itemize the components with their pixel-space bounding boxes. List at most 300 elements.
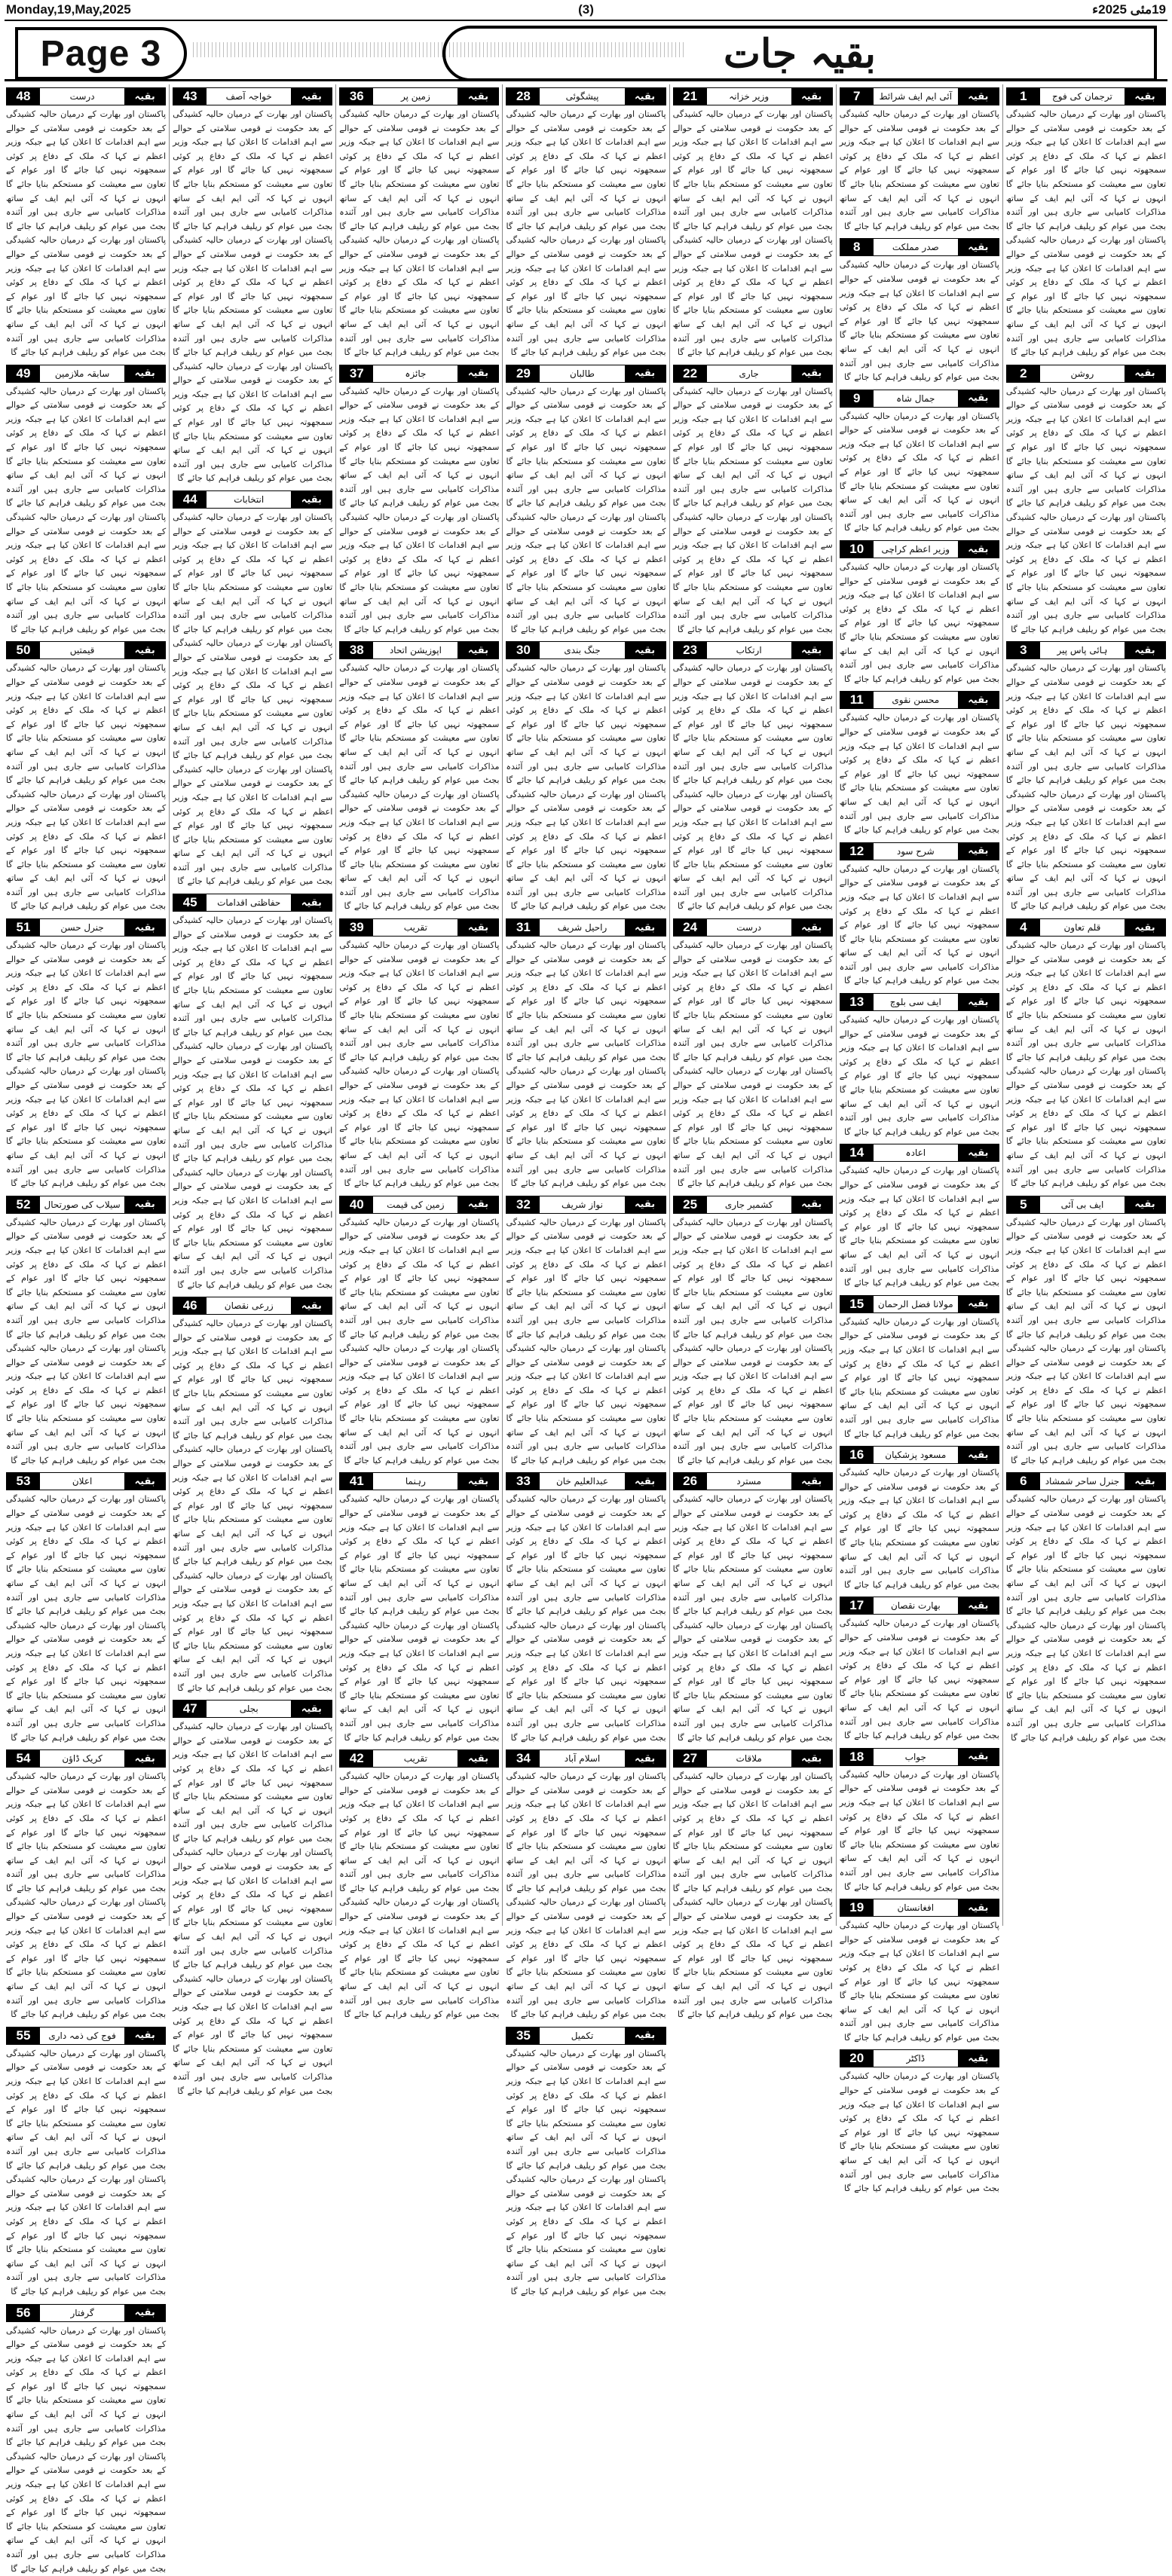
section-header xyxy=(840,1748,999,1766)
section-caption: خواجہ آصف xyxy=(207,88,291,105)
section-header xyxy=(506,87,666,105)
section-caption: افغانستان xyxy=(874,1899,958,1916)
section-tag: بقیہ xyxy=(958,1144,999,1161)
section-body: پاکستان اور بھارت کے درمیان حالیہ کشیدگی کے بعد حکومت نے قومی سلامتی کے حوالے سے اہم اقدامات کا اعلان کیا ہے جبکہ وزیر اعظم نے کہا کہ ملک کے دفاع پر کوئی سمجھوتہ نہیں کیا جائے گا اور عوام کے تعاون سے معیشت کو مستحکم بنایا جائے گا انہوں نے کہا کہ آئی ایم ایف کے ساتھ مذاکرات کامیابی سے جاری ہیں اور آئندہ بجٹ میں عوام کو ریلیف فراہم کیا جائے گا پاکستان اور بھارت کے درمیان حالیہ کشیدگی کے بعد حکومت نے قومی سلامتی کے حوالے سے اہم اقدامات کا اعلان کیا ہے جبکہ وزیر اعظم نے کہا کہ ملک کے دفاع پر کوئی سمجھوتہ نہیں کیا جائے گا اور عوام کے تعاون سے معیشت کو مستحکم بنایا جائے گا انہوں نے کہا کہ آئی ایم ایف کے ساتھ مذاکرات کامیابی سے جاری ہیں اور آئندہ بجٹ میں عوام کو ریلیف فراہم کیا جائے گا xyxy=(6,385,166,637)
continuation-section-18 xyxy=(840,1748,999,1894)
column-7 xyxy=(3,84,169,1926)
continuation-section-40 xyxy=(339,1196,499,1468)
section-body: پاکستان اور بھارت کے درمیان حالیہ کشیدگی کے بعد حکومت نے قومی سلامتی کے حوالے سے اہم اقدامات کا اعلان کیا ہے جبکہ وزیر اعظم نے کہا کہ ملک کے دفاع پر کوئی سمجھوتہ نہیں کیا جائے گا اور عوام کے تعاون سے معیشت کو مستحکم بنایا جائے گا انہوں نے کہا کہ آئی ایم ایف کے ساتھ مذاکرات کامیابی سے جاری ہیں اور آئندہ بجٹ میں عوام کو ریلیف فراہم کیا جائے گا پاکستان اور بھارت کے درمیان حالیہ کشیدگی کے بعد حکومت نے قومی سلامتی کے حوالے سے اہم اقدامات کا اعلان کیا ہے جبکہ وزیر اعظم نے کہا کہ ملک کے دفاع پر کوئی سمجھوتہ نہیں کیا جائے گا اور عوام کے تعاون سے معیشت کو مستحکم بنایا جائے گا انہوں نے کہا کہ آئی ایم ایف کے ساتھ مذاکرات کامیابی سے جاری ہیں اور آئندہ بجٹ میں عوام کو ریلیف فراہم کیا جائے گا xyxy=(6,1493,166,1745)
date-english: Monday,19,May,2025 xyxy=(6,2,131,17)
section-body: پاکستان اور بھارت کے درمیان حالیہ کشیدگی کے بعد حکومت نے قومی سلامتی کے حوالے سے اہم اقدامات کا اعلان کیا ہے جبکہ وزیر اعظم نے کہا کہ ملک کے دفاع پر کوئی سمجھوتہ نہیں کیا جائے گا اور عوام کے تعاون سے معیشت کو مستحکم بنایا جائے گا انہوں نے کہا کہ آئی ایم ایف کے ساتھ مذاکرات کامیابی سے جاری ہیں اور آئندہ بجٹ میں عوام کو ریلیف فراہم کیا جائے گا پاکستان اور بھارت کے درمیان حالیہ کشیدگی کے بعد حکومت نے قومی سلامتی کے حوالے سے اہم اقدامات کا اعلان کیا ہے جبکہ وزیر اعظم نے کہا کہ ملک کے دفاع پر کوئی سمجھوتہ نہیں کیا جائے گا اور عوام کے تعاون سے معیشت کو مستحکم بنایا جائے گا انہوں نے کہا کہ آئی ایم ایف کے ساتھ مذاکرات کامیابی سے جاری ہیں اور آئندہ بجٹ میں عوام کو ریلیف فراہم کیا جائے گا xyxy=(673,1493,833,1745)
section-header xyxy=(673,1196,833,1214)
section-number: 31 xyxy=(506,919,540,936)
continuation-section-47 xyxy=(173,1700,332,2098)
section-header xyxy=(673,641,833,659)
section-body: پاکستان اور بھارت کے درمیان حالیہ کشیدگی کے بعد حکومت نے قومی سلامتی کے حوالے سے اہم اقدامات کا اعلان کیا ہے جبکہ وزیر اعظم نے کہا کہ ملک کے دفاع پر کوئی سمجھوتہ نہیں کیا جائے گا اور عوام کے تعاون سے معیشت کو مستحکم بنایا جائے گا انہوں نے کہا کہ آئی ایم ایف کے ساتھ مذاکرات کامیابی سے جاری ہیں اور آئندہ بجٹ میں عوام کو ریلیف فراہم کیا جائے گا xyxy=(840,1013,999,1139)
section-caption: درست xyxy=(707,919,791,936)
section-number: 25 xyxy=(674,1196,707,1213)
section-number: 20 xyxy=(840,2050,874,2067)
section-tag: بقیہ xyxy=(291,88,332,105)
continuation-section-46 xyxy=(173,1297,332,1695)
section-number: 6 xyxy=(1007,1473,1040,1490)
continuation-section-10 xyxy=(840,540,999,686)
continuation-section-41 xyxy=(339,1472,499,1745)
section-caption: مسترد xyxy=(707,1473,791,1490)
section-tag: بقیہ xyxy=(625,88,666,105)
section-tag: بقیہ xyxy=(791,642,832,659)
section-tag: بقیہ xyxy=(457,1473,498,1490)
section-tag: بقیہ xyxy=(958,843,999,860)
section-body: پاکستان اور بھارت کے درمیان حالیہ کشیدگی کے بعد حکومت نے قومی سلامتی کے حوالے سے اہم اقدامات کا اعلان کیا ہے جبکہ وزیر اعظم نے کہا کہ ملک کے دفاع پر کوئی سمجھوتہ نہیں کیا جائے گا اور عوام کے تعاون سے معیشت کو مستحکم بنایا جائے گا انہوں نے کہا کہ آئی ایم ایف کے ساتھ مذاکرات کامیابی سے جاری ہیں اور آئندہ بجٹ میں عوام کو ریلیف فراہم کیا جائے گا پاکستان اور بھارت کے درمیان حالیہ کشیدگی کے بعد حکومت نے قومی سلامتی کے حوالے سے اہم اقدامات کا اعلان کیا ہے جبکہ وزیر اعظم نے کہا کہ ملک کے دفاع پر کوئی سمجھوتہ نہیں کیا جائے گا اور عوام کے تعاون سے معیشت کو مستحکم بنایا جائے گا انہوں نے کہا کہ آئی ایم ایف کے ساتھ مذاکرات کامیابی سے جاری ہیں اور آئندہ بجٹ میں عوام کو ریلیف فراہم کیا جائے گا xyxy=(673,1770,833,2022)
section-body: پاکستان اور بھارت کے درمیان حالیہ کشیدگی کے بعد حکومت نے قومی سلامتی کے حوالے سے اہم اقدامات کا اعلان کیا ہے جبکہ وزیر اعظم نے کہا کہ ملک کے دفاع پر کوئی سمجھوتہ نہیں کیا جائے گا اور عوام کے تعاون سے معیشت کو مستحکم بنایا جائے گا انہوں نے کہا کہ آئی ایم ایف کے ساتھ مذاکرات کامیابی سے جاری ہیں اور آئندہ بجٹ میں عوام کو ریلیف فراہم کیا جائے گا پاکستان اور بھارت کے درمیان حالیہ کشیدگی کے بعد حکومت نے قومی سلامتی کے حوالے سے اہم اقدامات کا اعلان کیا ہے جبکہ وزیر اعظم نے کہا کہ ملک کے دفاع پر کوئی سمجھوتہ نہیں کیا جائے گا اور عوام کے تعاون سے معیشت کو مستحکم بنایا جائے گا انہوں نے کہا کہ آئی ایم ایف کے ساتھ مذاکرات کامیابی سے جاری ہیں اور آئندہ بجٹ میں عوام کو ریلیف فراہم کیا جائے گا xyxy=(506,1770,666,2022)
section-number: 4 xyxy=(1007,919,1040,936)
section-tag: بقیہ xyxy=(1125,88,1165,105)
section-tag: بقیہ xyxy=(124,365,165,382)
section-tag: بقیہ xyxy=(1125,365,1165,382)
section-body: پاکستان اور بھارت کے درمیان حالیہ کشیدگی کے بعد حکومت نے قومی سلامتی کے حوالے سے اہم اقدامات کا اعلان کیا ہے جبکہ وزیر اعظم نے کہا کہ ملک کے دفاع پر کوئی سمجھوتہ نہیں کیا جائے گا اور عوام کے تعاون سے معیشت کو مستحکم بنایا جائے گا انہوں نے کہا کہ آئی ایم ایف کے ساتھ مذاکرات کامیابی سے جاری ہیں اور آئندہ بجٹ میں عوام کو ریلیف فراہم کیا جائے گا پاکستان اور بھارت کے درمیان حالیہ کشیدگی کے بعد حکومت نے قومی سلامتی کے حوالے سے اہم اقدامات کا اعلان کیا ہے جبکہ وزیر اعظم نے کہا کہ ملک کے دفاع پر کوئی سمجھوتہ نہیں کیا جائے گا اور عوام کے تعاون سے معیشت کو مستحکم بنایا جائے گا انہوں نے کہا کہ آئی ایم ایف کے ساتھ مذاکرات کامیابی سے جاری ہیں اور آئندہ بجٹ میں عوام کو ریلیف فراہم کیا جائے گا xyxy=(6,2047,166,2299)
section-tag: بقیہ xyxy=(958,1899,999,1916)
section-header xyxy=(6,365,166,383)
section-caption: اعلان xyxy=(40,1473,124,1490)
section-caption: جاری xyxy=(707,365,791,382)
section-number: 26 xyxy=(674,1473,707,1490)
section-header xyxy=(840,993,999,1011)
section-header xyxy=(840,691,999,709)
continuation-section-44 xyxy=(173,490,332,889)
section-body: پاکستان اور بھارت کے درمیان حالیہ کشیدگی کے بعد حکومت نے قومی سلامتی کے حوالے سے اہم اقدامات کا اعلان کیا ہے جبکہ وزیر اعظم نے کہا کہ ملک کے دفاع پر کوئی سمجھوتہ نہیں کیا جائے گا اور عوام کے تعاون سے معیشت کو مستحکم بنایا جائے گا انہوں نے کہا کہ آئی ایم ایف کے ساتھ مذاکرات کامیابی سے جاری ہیں اور آئندہ بجٹ میں عوام کو ریلیف فراہم کیا جائے گا پاکستان اور بھارت کے درمیان حالیہ کشیدگی کے بعد حکومت نے قومی سلامتی کے حوالے سے اہم اقدامات کا اعلان کیا ہے جبکہ وزیر اعظم نے کہا کہ ملک کے دفاع پر کوئی سمجھوتہ نہیں کیا جائے گا اور عوام کے تعاون سے معیشت کو مستحکم بنایا جائے گا انہوں نے کہا کہ آئی ایم ایف کے ساتھ مذاکرات کامیابی سے جاری ہیں اور آئندہ بجٹ میں عوام کو ریلیف فراہم کیا جائے گا xyxy=(339,1216,499,1468)
section-body: پاکستان اور بھارت کے درمیان حالیہ کشیدگی کے بعد حکومت نے قومی سلامتی کے حوالے سے اہم اقدامات کا اعلان کیا ہے جبکہ وزیر اعظم نے کہا کہ ملک کے دفاع پر کوئی سمجھوتہ نہیں کیا جائے گا اور عوام کے تعاون سے معیشت کو مستحکم بنایا جائے گا انہوں نے کہا کہ آئی ایم ایف کے ساتھ مذاکرات کامیابی سے جاری ہیں اور آئندہ بجٹ میں عوام کو ریلیف فراہم کیا جائے گا پاکستان اور بھارت کے درمیان حالیہ کشیدگی کے بعد حکومت نے قومی سلامتی کے حوالے سے اہم اقدامات کا اعلان کیا ہے جبکہ وزیر اعظم نے کہا کہ ملک کے دفاع پر کوئی سمجھوتہ نہیں کیا جائے گا اور عوام کے تعاون سے معیشت کو مستحکم بنایا جائے گا انہوں نے کہا کہ آئی ایم ایف کے ساتھ مذاکرات کامیابی سے جاری ہیں اور آئندہ بجٹ میں عوام کو ریلیف فراہم کیا جائے گا xyxy=(506,385,666,637)
section-caption: راحیل شریف xyxy=(540,919,624,936)
section-tag: بقیہ xyxy=(625,1196,666,1213)
section-number: 47 xyxy=(173,1701,207,1717)
section-header xyxy=(6,87,166,105)
section-header xyxy=(339,1196,499,1214)
section-tag: بقیہ xyxy=(958,239,999,255)
continuation-section-11 xyxy=(840,691,999,837)
section-tag: بقیہ xyxy=(124,1750,165,1767)
continuation-section-3 xyxy=(1006,641,1166,914)
section-number: 11 xyxy=(840,692,874,708)
continuation-section-26 xyxy=(673,1472,833,1745)
section-body: پاکستان اور بھارت کے درمیان حالیہ کشیدگی کے بعد حکومت نے قومی سلامتی کے حوالے سے اہم اقدامات کا اعلان کیا ہے جبکہ وزیر اعظم نے کہا کہ ملک کے دفاع پر کوئی سمجھوتہ نہیں کیا جائے گا اور عوام کے تعاون سے معیشت کو مستحکم بنایا جائے گا انہوں نے کہا کہ آئی ایم ایف کے ساتھ مذاکرات کامیابی سے جاری ہیں اور آئندہ بجٹ میں عوام کو ریلیف فراہم کیا جائے گا پاکستان اور بھارت کے درمیان حالیہ کشیدگی کے بعد حکومت نے قومی سلامتی کے حوالے سے اہم اقدامات کا اعلان کیا ہے جبکہ وزیر اعظم نے کہا کہ ملک کے دفاع پر کوئی سمجھوتہ نہیں کیا جائے گا اور عوام کے تعاون سے معیشت کو مستحکم بنایا جائے گا انہوں نے کہا کہ آئی ایم ایف کے ساتھ مذاکرات کامیابی سے جاری ہیں اور آئندہ بجٹ میں عوام کو ریلیف فراہم کیا جائے گا xyxy=(6,662,166,914)
section-header xyxy=(506,918,666,937)
section-body: پاکستان اور بھارت کے درمیان حالیہ کشیدگی کے بعد حکومت نے قومی سلامتی کے حوالے سے اہم اقدامات کا اعلان کیا ہے جبکہ وزیر اعظم نے کہا کہ ملک کے دفاع پر کوئی سمجھوتہ نہیں کیا جائے گا اور عوام کے تعاون سے معیشت کو مستحکم بنایا جائے گا انہوں نے کہا کہ آئی ایم ایف کے ساتھ مذاکرات کامیابی سے جاری ہیں اور آئندہ بجٹ میں عوام کو ریلیف فراہم کیا جائے گا پاکستان اور بھارت کے درمیان حالیہ کشیدگی کے بعد حکومت نے قومی سلامتی کے حوالے سے اہم اقدامات کا اعلان کیا ہے جبکہ وزیر اعظم نے کہا کہ ملک کے دفاع پر کوئی سمجھوتہ نہیں کیا جائے گا اور عوام کے تعاون سے معیشت کو مستحکم بنایا جائے گا انہوں نے کہا کہ آئی ایم ایف کے ساتھ مذاکرات کامیابی سے جاری ہیں اور آئندہ بجٹ میں عوام کو ریلیف فراہم کیا جائے گا xyxy=(673,108,833,360)
section-caption: زرعی نقصان xyxy=(207,1297,291,1314)
continuation-section-51 xyxy=(6,918,166,1191)
continuation-section-54 xyxy=(6,1749,166,2022)
section-number: 39 xyxy=(340,919,373,936)
continuation-section-45 xyxy=(173,894,332,1292)
section-header xyxy=(6,2027,166,2045)
continuation-section-12 xyxy=(840,842,999,989)
section-number: 50 xyxy=(7,642,40,659)
section-number: 37 xyxy=(340,365,373,382)
section-body: پاکستان اور بھارت کے درمیان حالیہ کشیدگی کے بعد حکومت نے قومی سلامتی کے حوالے سے اہم اقدامات کا اعلان کیا ہے جبکہ وزیر اعظم نے کہا کہ ملک کے دفاع پر کوئی سمجھوتہ نہیں کیا جائے گا اور عوام کے تعاون سے معیشت کو مستحکم بنایا جائے گا انہوں نے کہا کہ آئی ایم ایف کے ساتھ مذاکرات کامیابی سے جاری ہیں اور آئندہ بجٹ میں عوام کو ریلیف فراہم کیا جائے گا پاکستان اور بھارت کے درمیان حالیہ کشیدگی کے بعد حکومت نے قومی سلامتی کے حوالے سے اہم اقدامات کا اعلان کیا ہے جبکہ وزیر اعظم نے کہا کہ ملک کے دفاع پر کوئی سمجھوتہ نہیں کیا جائے گا اور عوام کے تعاون سے معیشت کو مستحکم بنایا جائے گا انہوں نے کہا کہ آئی ایم ایف کے ساتھ مذاکرات کامیابی سے جاری ہیں اور آئندہ بجٹ میں عوام کو ریلیف فراہم کیا جائے گا xyxy=(1006,1493,1166,1745)
continuation-section-31 xyxy=(506,918,666,1191)
section-body: پاکستان اور بھارت کے درمیان حالیہ کشیدگی کے بعد حکومت نے قومی سلامتی کے حوالے سے اہم اقدامات کا اعلان کیا ہے جبکہ وزیر اعظم نے کہا کہ ملک کے دفاع پر کوئی سمجھوتہ نہیں کیا جائے گا اور عوام کے تعاون سے معیشت کو مستحکم بنایا جائے گا انہوں نے کہا کہ آئی ایم ایف کے ساتھ مذاکرات کامیابی سے جاری ہیں اور آئندہ بجٹ میں عوام کو ریلیف فراہم کیا جائے گا پاکستان اور بھارت کے درمیان حالیہ کشیدگی کے بعد حکومت نے قومی سلامتی کے حوالے سے اہم اقدامات کا اعلان کیا ہے جبکہ وزیر اعظم نے کہا کہ ملک کے دفاع پر کوئی سمجھوتہ نہیں کیا جائے گا اور عوام کے تعاون سے معیشت کو مستحکم بنایا جائے گا انہوں نے کہا کہ آئی ایم ایف کے ساتھ مذاکرات کامیابی سے جاری ہیں اور آئندہ بجٹ میں عوام کو ریلیف فراہم کیا جائے گا xyxy=(1006,108,1166,360)
continuation-section-2 xyxy=(1006,365,1166,637)
continuation-section-19 xyxy=(840,1899,999,2045)
section-caption: مولانا فضل الرحمان xyxy=(874,1296,958,1312)
section-caption: رہنما xyxy=(373,1473,457,1490)
section-header xyxy=(840,2049,999,2067)
section-caption: روشن xyxy=(1040,365,1125,382)
section-caption: ملاقات xyxy=(707,1750,791,1767)
column-3 xyxy=(669,84,836,1926)
section-number: 44 xyxy=(173,491,207,508)
section-caption: ایف بی آئی xyxy=(1040,1196,1125,1213)
section-number: 54 xyxy=(7,1750,40,1767)
columns-area xyxy=(3,84,1169,1926)
section-tag: بقیہ xyxy=(457,642,498,659)
continuation-section-42 xyxy=(339,1749,499,2022)
section-header xyxy=(339,641,499,659)
section-header xyxy=(506,1749,666,1768)
section-caption: حفاظتی اقدامات xyxy=(207,894,291,911)
continuation-section-35 xyxy=(506,2027,666,2299)
section-caption: بجلی xyxy=(207,1701,291,1717)
section-caption: جنگ بندی xyxy=(540,642,624,659)
section-number: 28 xyxy=(506,88,540,105)
section-body: پاکستان اور بھارت کے درمیان حالیہ کشیدگی کے بعد حکومت نے قومی سلامتی کے حوالے سے اہم اقدامات کا اعلان کیا ہے جبکہ وزیر اعظم نے کہا کہ ملک کے دفاع پر کوئی سمجھوتہ نہیں کیا جائے گا اور عوام کے تعاون سے معیشت کو مستحکم بنایا جائے گا انہوں نے کہا کہ آئی ایم ایف کے ساتھ مذاکرات کامیابی سے جاری ہیں اور آئندہ بجٹ میں عوام کو ریلیف فراہم کیا جائے گا xyxy=(840,1316,999,1441)
section-body: پاکستان اور بھارت کے درمیان حالیہ کشیدگی کے بعد حکومت نے قومی سلامتی کے حوالے سے اہم اقدامات کا اعلان کیا ہے جبکہ وزیر اعظم نے کہا کہ ملک کے دفاع پر کوئی سمجھوتہ نہیں کیا جائے گا اور عوام کے تعاون سے معیشت کو مستحکم بنایا جائے گا انہوں نے کہا کہ آئی ایم ایف کے ساتھ مذاکرات کامیابی سے جاری ہیں اور آئندہ بجٹ میں عوام کو ریلیف فراہم کیا جائے گا پاکستان اور بھارت کے درمیان حالیہ کشیدگی کے بعد حکومت نے قومی سلامتی کے حوالے سے اہم اقدامات کا اعلان کیا ہے جبکہ وزیر اعظم نے کہا کہ ملک کے دفاع پر کوئی سمجھوتہ نہیں کیا جائے گا اور عوام کے تعاون سے معیشت کو مستحکم بنایا جائے گا انہوں نے کہا کہ آئی ایم ایف کے ساتھ مذاکرات کامیابی سے جاری ہیں اور آئندہ بجٹ میں عوام کو ریلیف فراہم کیا جائے گا xyxy=(6,108,166,360)
section-number: 13 xyxy=(840,994,874,1010)
section-body: پاکستان اور بھارت کے درمیان حالیہ کشیدگی کے بعد حکومت نے قومی سلامتی کے حوالے سے اہم اقدامات کا اعلان کیا ہے جبکہ وزیر اعظم نے کہا کہ ملک کے دفاع پر کوئی سمجھوتہ نہیں کیا جائے گا اور عوام کے تعاون سے معیشت کو مستحکم بنایا جائے گا انہوں نے کہا کہ آئی ایم ایف کے ساتھ مذاکرات کامیابی سے جاری ہیں اور آئندہ بجٹ میں عوام کو ریلیف فراہم کیا جائے گا پاکستان اور بھارت کے درمیان حالیہ کشیدگی کے بعد حکومت نے قومی سلامتی کے حوالے سے اہم اقدامات کا اعلان کیا ہے جبکہ وزیر اعظم نے کہا کہ ملک کے دفاع پر کوئی سمجھوتہ نہیں کیا جائے گا اور عوام کے تعاون سے معیشت کو مستحکم بنایا جائے گا انہوں نے کہا کہ آئی ایم ایف کے ساتھ مذاکرات کامیابی سے جاری ہیں اور آئندہ بجٹ میں عوام کو ریلیف فراہم کیا جائے گا xyxy=(506,2047,666,2299)
section-caption: وزیر اعظم کراچی xyxy=(874,541,958,558)
section-caption: قیمتیں xyxy=(40,642,124,659)
continuation-section-55 xyxy=(6,2027,166,2299)
section-number: 24 xyxy=(674,919,707,936)
section-body: پاکستان اور بھارت کے درمیان حالیہ کشیدگی کے بعد حکومت نے قومی سلامتی کے حوالے سے اہم اقدامات کا اعلان کیا ہے جبکہ وزیر اعظم نے کہا کہ ملک کے دفاع پر کوئی سمجھوتہ نہیں کیا جائے گا اور عوام کے تعاون سے معیشت کو مستحکم بنایا جائے گا انہوں نے کہا کہ آئی ایم ایف کے ساتھ مذاکرات کامیابی سے جاری ہیں اور آئندہ بجٹ میں عوام کو ریلیف فراہم کیا جائے گا پاکستان اور بھارت کے درمیان حالیہ کشیدگی کے بعد حکومت نے قومی سلامتی کے حوالے سے اہم اقدامات کا اعلان کیا ہے جبکہ وزیر اعظم نے کہا کہ ملک کے دفاع پر کوئی سمجھوتہ نہیں کیا جائے گا اور عوام کے تعاون سے معیشت کو مستحکم بنایا جائے گا انہوں نے کہا کہ آئی ایم ایف کے ساتھ مذاکرات کامیابی سے جاری ہیں اور آئندہ بجٹ میں عوام کو ریلیف فراہم کیا جائے گا پاکستان اور بھارت کے درمیان حالیہ کشیدگی کے بعد حکومت نے قومی سلامتی کے حوالے سے اہم اقدامات کا اعلان کیا ہے جبکہ وزیر اعظم نے کہا کہ ملک کے دفاع پر کوئی سمجھوتہ نہیں کیا جائے گا اور عوام کے تعاون سے معیشت کو مستحکم بنایا جائے گا انہوں نے کہا کہ آئی ایم ایف کے ساتھ مذاکرات کامیابی سے جاری ہیں اور آئندہ بجٹ میں عوام کو ریلیف فراہم کیا جائے گا xyxy=(173,1720,332,2098)
section-tag: بقیہ xyxy=(291,491,332,508)
section-body: پاکستان اور بھارت کے درمیان حالیہ کشیدگی کے بعد حکومت نے قومی سلامتی کے حوالے سے اہم اقدامات کا اعلان کیا ہے جبکہ وزیر اعظم نے کہا کہ ملک کے دفاع پر کوئی سمجھوتہ نہیں کیا جائے گا اور عوام کے تعاون سے معیشت کو مستحکم بنایا جائے گا انہوں نے کہا کہ آئی ایم ایف کے ساتھ مذاکرات کامیابی سے جاری ہیں اور آئندہ بجٹ میں عوام کو ریلیف فراہم کیا جائے گا پاکستان اور بھارت کے درمیان حالیہ کشیدگی کے بعد حکومت نے قومی سلامتی کے حوالے سے اہم اقدامات کا اعلان کیا ہے جبکہ وزیر اعظم نے کہا کہ ملک کے دفاع پر کوئی سمجھوتہ نہیں کیا جائے گا اور عوام کے تعاون سے معیشت کو مستحکم بنایا جائے گا انہوں نے کہا کہ آئی ایم ایف کے ساتھ مذاکرات کامیابی سے جاری ہیں اور آئندہ بجٹ میں عوام کو ریلیف فراہم کیا جائے گا xyxy=(506,939,666,1191)
continuation-section-23 xyxy=(673,641,833,914)
section-body: پاکستان اور بھارت کے درمیان حالیہ کشیدگی کے بعد حکومت نے قومی سلامتی کے حوالے سے اہم اقدامات کا اعلان کیا ہے جبکہ وزیر اعظم نے کہا کہ ملک کے دفاع پر کوئی سمجھوتہ نہیں کیا جائے گا اور عوام کے تعاون سے معیشت کو مستحکم بنایا جائے گا انہوں نے کہا کہ آئی ایم ایف کے ساتھ مذاکرات کامیابی سے جاری ہیں اور آئندہ بجٹ میں عوام کو ریلیف فراہم کیا جائے گا پاکستان اور بھارت کے درمیان حالیہ کشیدگی کے بعد حکومت نے قومی سلامتی کے حوالے سے اہم اقدامات کا اعلان کیا ہے جبکہ وزیر اعظم نے کہا کہ ملک کے دفاع پر کوئی سمجھوتہ نہیں کیا جائے گا اور عوام کے تعاون سے معیشت کو مستحکم بنایا جائے گا انہوں نے کہا کہ آئی ایم ایف کے ساتھ مذاکرات کامیابی سے جاری ہیں اور آئندہ بجٹ میں عوام کو ریلیف فراہم کیا جائے گا xyxy=(1006,385,1166,637)
section-caption: عبدالعلیم خان xyxy=(540,1473,624,1490)
section-header xyxy=(6,1749,166,1768)
section-tag: بقیہ xyxy=(457,1196,498,1213)
section-number: 43 xyxy=(173,88,207,105)
section-number: 29 xyxy=(506,365,540,382)
section-tag: بقیہ xyxy=(958,2050,999,2067)
section-number: 21 xyxy=(674,88,707,105)
section-header xyxy=(173,87,332,105)
section-header xyxy=(6,641,166,659)
section-number: 1 xyxy=(1007,88,1040,105)
continuation-section-43 xyxy=(173,87,332,486)
continuation-section-56 xyxy=(6,2304,166,2576)
section-header xyxy=(173,490,332,509)
section-number: 22 xyxy=(674,365,707,382)
section-caption: آئی ایم ایف شرائط xyxy=(874,88,958,105)
section-body: پاکستان اور بھارت کے درمیان حالیہ کشیدگی کے بعد حکومت نے قومی سلامتی کے حوالے سے اہم اقدامات کا اعلان کیا ہے جبکہ وزیر اعظم نے کہا کہ ملک کے دفاع پر کوئی سمجھوتہ نہیں کیا جائے گا اور عوام کے تعاون سے معیشت کو مستحکم بنایا جائے گا انہوں نے کہا کہ آئی ایم ایف کے ساتھ مذاکرات کامیابی سے جاری ہیں اور آئندہ بجٹ میں عوام کو ریلیف فراہم کیا جائے گا پاکستان اور بھارت کے درمیان حالیہ کشیدگی کے بعد حکومت نے قومی سلامتی کے حوالے سے اہم اقدامات کا اعلان کیا ہے جبکہ وزیر اعظم نے کہا کہ ملک کے دفاع پر کوئی سمجھوتہ نہیں کیا جائے گا اور عوام کے تعاون سے معیشت کو مستحکم بنایا جائے گا انہوں نے کہا کہ آئی ایم ایف کے ساتھ مذاکرات کامیابی سے جاری ہیں اور آئندہ بجٹ میں عوام کو ریلیف فراہم کیا جائے گا xyxy=(339,108,499,360)
continuation-section-4 xyxy=(1006,918,1166,1191)
section-tag: بقیہ xyxy=(625,365,666,382)
section-tag: بقیہ xyxy=(457,919,498,936)
continuation-section-20 xyxy=(840,2049,999,2196)
continuation-section-21 xyxy=(673,87,833,360)
section-header xyxy=(840,1144,999,1162)
section-header xyxy=(840,842,999,860)
section-body: پاکستان اور بھارت کے درمیان حالیہ کشیدگی کے بعد حکومت نے قومی سلامتی کے حوالے سے اہم اقدامات کا اعلان کیا ہے جبکہ وزیر اعظم نے کہا کہ ملک کے دفاع پر کوئی سمجھوتہ نہیں کیا جائے گا اور عوام کے تعاون سے معیشت کو مستحکم بنایا جائے گا انہوں نے کہا کہ آئی ایم ایف کے ساتھ مذاکرات کامیابی سے جاری ہیں اور آئندہ بجٹ میں عوام کو ریلیف فراہم کیا جائے گا xyxy=(840,1466,999,1592)
section-header xyxy=(840,540,999,558)
section-caption: ایف سی بلوچ xyxy=(874,994,958,1010)
section-caption: طالبان xyxy=(540,365,624,382)
continuation-section-5 xyxy=(1006,1196,1166,1468)
column-2 xyxy=(836,84,1002,1926)
section-header xyxy=(339,365,499,383)
section-caption: ہائی پاس پیر xyxy=(1040,642,1125,659)
section-caption: جمال شاہ xyxy=(874,390,958,407)
continuation-section-8 xyxy=(840,238,999,384)
section-body: پاکستان اور بھارت کے درمیان حالیہ کشیدگی کے بعد حکومت نے قومی سلامتی کے حوالے سے اہم اقدامات کا اعلان کیا ہے جبکہ وزیر اعظم نے کہا کہ ملک کے دفاع پر کوئی سمجھوتہ نہیں کیا جائے گا اور عوام کے تعاون سے معیشت کو مستحکم بنایا جائے گا انہوں نے کہا کہ آئی ایم ایف کے ساتھ مذاکرات کامیابی سے جاری ہیں اور آئندہ بجٹ میں عوام کو ریلیف فراہم کیا جائے گا xyxy=(840,863,999,989)
section-tag: بقیہ xyxy=(124,1473,165,1490)
section-number: 15 xyxy=(840,1296,874,1312)
section-body: پاکستان اور بھارت کے درمیان حالیہ کشیدگی کے بعد حکومت نے قومی سلامتی کے حوالے سے اہم اقدامات کا اعلان کیا ہے جبکہ وزیر اعظم نے کہا کہ ملک کے دفاع پر کوئی سمجھوتہ نہیں کیا جائے گا اور عوام کے تعاون سے معیشت کو مستحکم بنایا جائے گا انہوں نے کہا کہ آئی ایم ایف کے ساتھ مذاکرات کامیابی سے جاری ہیں اور آئندہ بجٹ میں عوام کو ریلیف فراہم کیا جائے گا پاکستان اور بھارت کے درمیان حالیہ کشیدگی کے بعد حکومت نے قومی سلامتی کے حوالے سے اہم اقدامات کا اعلان کیا ہے جبکہ وزیر اعظم نے کہا کہ ملک کے دفاع پر کوئی سمجھوتہ نہیں کیا جائے گا اور عوام کے تعاون سے معیشت کو مستحکم بنایا جائے گا انہوں نے کہا کہ آئی ایم ایف کے ساتھ مذاکرات کامیابی سے جاری ہیں اور آئندہ بجٹ میں عوام کو ریلیف فراہم کیا جائے گا xyxy=(6,939,166,1191)
section-tag: بقیہ xyxy=(958,994,999,1010)
section-header xyxy=(6,2304,166,2322)
section-number: 8 xyxy=(840,239,874,255)
section-caption: ارتکاب xyxy=(707,642,791,659)
section-number: 33 xyxy=(506,1473,540,1490)
section-caption: زمین پر xyxy=(373,88,457,105)
section-number: 14 xyxy=(840,1144,874,1161)
section-tag: بقیہ xyxy=(958,1749,999,1765)
section-body: پاکستان اور بھارت کے درمیان حالیہ کشیدگی کے بعد حکومت نے قومی سلامتی کے حوالے سے اہم اقدامات کا اعلان کیا ہے جبکہ وزیر اعظم نے کہا کہ ملک کے دفاع پر کوئی سمجھوتہ نہیں کیا جائے گا اور عوام کے تعاون سے معیشت کو مستحکم بنایا جائے گا انہوں نے کہا کہ آئی ایم ایف کے ساتھ مذاکرات کامیابی سے جاری ہیں اور آئندہ بجٹ میں عوام کو ریلیف فراہم کیا جائے گا پاکستان اور بھارت کے درمیان حالیہ کشیدگی کے بعد حکومت نے قومی سلامتی کے حوالے سے اہم اقدامات کا اعلان کیا ہے جبکہ وزیر اعظم نے کہا کہ ملک کے دفاع پر کوئی سمجھوتہ نہیں کیا جائے گا اور عوام کے تعاون سے معیشت کو مستحکم بنایا جائے گا انہوں نے کہا کہ آئی ایم ایف کے ساتھ مذاکرات کامیابی سے جاری ہیں اور آئندہ بجٹ میں عوام کو ریلیف فراہم کیا جائے گا xyxy=(6,1216,166,1468)
section-tag: بقیہ xyxy=(958,390,999,407)
section-tag: بقیہ xyxy=(124,919,165,936)
section-header xyxy=(6,1196,166,1214)
section-body: پاکستان اور بھارت کے درمیان حالیہ کشیدگی کے بعد حکومت نے قومی سلامتی کے حوالے سے اہم اقدامات کا اعلان کیا ہے جبکہ وزیر اعظم نے کہا کہ ملک کے دفاع پر کوئی سمجھوتہ نہیں کیا جائے گا اور عوام کے تعاون سے معیشت کو مستحکم بنایا جائے گا انہوں نے کہا کہ آئی ایم ایف کے ساتھ مذاکرات کامیابی سے جاری ہیں اور آئندہ بجٹ میں عوام کو ریلیف فراہم کیا جائے گا xyxy=(840,1617,999,1743)
section-header xyxy=(6,1472,166,1490)
continuation-section-25 xyxy=(673,1196,833,1468)
section-body: پاکستان اور بھارت کے درمیان حالیہ کشیدگی کے بعد حکومت نے قومی سلامتی کے حوالے سے اہم اقدامات کا اعلان کیا ہے جبکہ وزیر اعظم نے کہا کہ ملک کے دفاع پر کوئی سمجھوتہ نہیں کیا جائے گا اور عوام کے تعاون سے معیشت کو مستحکم بنایا جائے گا انہوں نے کہا کہ آئی ایم ایف کے ساتھ مذاکرات کامیابی سے جاری ہیں اور آئندہ بجٹ میں عوام کو ریلیف فراہم کیا جائے گا پاکستان اور بھارت کے درمیان حالیہ کشیدگی کے بعد حکومت نے قومی سلامتی کے حوالے سے اہم اقدامات کا اعلان کیا ہے جبکہ وزیر اعظم نے کہا کہ ملک کے دفاع پر کوئی سمجھوتہ نہیں کیا جائے گا اور عوام کے تعاون سے معیشت کو مستحکم بنایا جائے گا انہوں نے کہا کہ آئی ایم ایف کے ساتھ مذاکرات کامیابی سے جاری ہیں اور آئندہ بجٹ میں عوام کو ریلیف فراہم کیا جائے گا xyxy=(673,385,833,637)
section-number: 9 xyxy=(840,390,874,407)
section-header xyxy=(506,641,666,659)
section-number: 56 xyxy=(7,2305,40,2321)
section-caption: اپوزیشن اتحاد xyxy=(373,642,457,659)
section-tag: بقیہ xyxy=(958,692,999,708)
section-body: پاکستان اور بھارت کے درمیان حالیہ کشیدگی کے بعد حکومت نے قومی سلامتی کے حوالے سے اہم اقدامات کا اعلان کیا ہے جبکہ وزیر اعظم نے کہا کہ ملک کے دفاع پر کوئی سمجھوتہ نہیں کیا جائے گا اور عوام کے تعاون سے معیشت کو مستحکم بنایا جائے گا انہوں نے کہا کہ آئی ایم ایف کے ساتھ مذاکرات کامیابی سے جاری ہیں اور آئندہ بجٹ میں عوام کو ریلیف فراہم کیا جائے گا پاکستان اور بھارت کے درمیان حالیہ کشیدگی کے بعد حکومت نے قومی سلامتی کے حوالے سے اہم اقدامات کا اعلان کیا ہے جبکہ وزیر اعظم نے کہا کہ ملک کے دفاع پر کوئی سمجھوتہ نہیں کیا جائے گا اور عوام کے تعاون سے معیشت کو مستحکم بنایا جائے گا انہوں نے کہا کہ آئی ایم ایف کے ساتھ مذاکرات کامیابی سے جاری ہیں اور آئندہ بجٹ میں عوام کو ریلیف فراہم کیا جائے گا xyxy=(506,1216,666,1468)
section-number: 41 xyxy=(340,1473,373,1490)
section-number: 18 xyxy=(840,1749,874,1765)
section-caption: انتخابات xyxy=(207,491,291,508)
section-number: 27 xyxy=(674,1750,707,1767)
section-tag: بقیہ xyxy=(457,88,498,105)
section-body: پاکستان اور بھارت کے درمیان حالیہ کشیدگی کے بعد حکومت نے قومی سلامتی کے حوالے سے اہم اقدامات کا اعلان کیا ہے جبکہ وزیر اعظم نے کہا کہ ملک کے دفاع پر کوئی سمجھوتہ نہیں کیا جائے گا اور عوام کے تعاون سے معیشت کو مستحکم بنایا جائے گا انہوں نے کہا کہ آئی ایم ایف کے ساتھ مذاکرات کامیابی سے جاری ہیں اور آئندہ بجٹ میں عوام کو ریلیف فراہم کیا جائے گا xyxy=(840,258,999,384)
section-body: پاکستان اور بھارت کے درمیان حالیہ کشیدگی کے بعد حکومت نے قومی سلامتی کے حوالے سے اہم اقدامات کا اعلان کیا ہے جبکہ وزیر اعظم نے کہا کہ ملک کے دفاع پر کوئی سمجھوتہ نہیں کیا جائے گا اور عوام کے تعاون سے معیشت کو مستحکم بنایا جائے گا انہوں نے کہا کہ آئی ایم ایف کے ساتھ مذاکرات کامیابی سے جاری ہیں اور آئندہ بجٹ میں عوام کو ریلیف فراہم کیا جائے گا پاکستان اور بھارت کے درمیان حالیہ کشیدگی کے بعد حکومت نے قومی سلامتی کے حوالے سے اہم اقدامات کا اعلان کیا ہے جبکہ وزیر اعظم نے کہا کہ ملک کے دفاع پر کوئی سمجھوتہ نہیں کیا جائے گا اور عوام کے تعاون سے معیشت کو مستحکم بنایا جائے گا انہوں نے کہا کہ آئی ایم ایف کے ساتھ مذاکرات کامیابی سے جاری ہیں اور آئندہ بجٹ میں عوام کو ریلیف فراہم کیا جائے گا xyxy=(506,108,666,360)
continuation-section-39 xyxy=(339,918,499,1191)
section-caption: قلم تعاون xyxy=(1040,919,1125,936)
section-caption: کشمیر جاری xyxy=(707,1196,791,1213)
section-header xyxy=(1006,365,1166,383)
section-caption: کریک ڈاؤن xyxy=(40,1750,124,1767)
section-body: پاکستان اور بھارت کے درمیان حالیہ کشیدگی کے بعد حکومت نے قومی سلامتی کے حوالے سے اہم اقدامات کا اعلان کیا ہے جبکہ وزیر اعظم نے کہا کہ ملک کے دفاع پر کوئی سمجھوتہ نہیں کیا جائے گا اور عوام کے تعاون سے معیشت کو مستحکم بنایا جائے گا انہوں نے کہا کہ آئی ایم ایف کے ساتھ مذاکرات کامیابی سے جاری ہیں اور آئندہ بجٹ میں عوام کو ریلیف فراہم کیا جائے گا پاکستان اور بھارت کے درمیان حالیہ کشیدگی کے بعد حکومت نے قومی سلامتی کے حوالے سے اہم اقدامات کا اعلان کیا ہے جبکہ وزیر اعظم نے کہا کہ ملک کے دفاع پر کوئی سمجھوتہ نہیں کیا جائے گا اور عوام کے تعاون سے معیشت کو مستحکم بنایا جائے گا انہوں نے کہا کہ آئی ایم ایف کے ساتھ مذاکرات کامیابی سے جاری ہیں اور آئندہ بجٹ میں عوام کو ریلیف فراہم کیا جائے گا پاکستان اور بھارت کے درمیان حالیہ کشیدگی کے بعد حکومت نے قومی سلامتی کے حوالے سے اہم اقدامات کا اعلان کیا ہے جبکہ وزیر اعظم نے کہا کہ ملک کے دفاع پر کوئی سمجھوتہ نہیں کیا جائے گا اور عوام کے تعاون سے معیشت کو مستحکم بنایا جائے گا انہوں نے کہا کہ آئی ایم ایف کے ساتھ مذاکرات کامیابی سے جاری ہیں اور آئندہ بجٹ میں عوام کو ریلیف فراہم کیا جائے گا xyxy=(173,1317,332,1695)
section-body: پاکستان اور بھارت کے درمیان حالیہ کشیدگی کے بعد حکومت نے قومی سلامتی کے حوالے سے اہم اقدامات کا اعلان کیا ہے جبکہ وزیر اعظم نے کہا کہ ملک کے دفاع پر کوئی سمجھوتہ نہیں کیا جائے گا اور عوام کے تعاون سے معیشت کو مستحکم بنایا جائے گا انہوں نے کہا کہ آئی ایم ایف کے ساتھ مذاکرات کامیابی سے جاری ہیں اور آئندہ بجٹ میں عوام کو ریلیف فراہم کیا جائے گا پاکستان اور بھارت کے درمیان حالیہ کشیدگی کے بعد حکومت نے قومی سلامتی کے حوالے سے اہم اقدامات کا اعلان کیا ہے جبکہ وزیر اعظم نے کہا کہ ملک کے دفاع پر کوئی سمجھوتہ نہیں کیا جائے گا اور عوام کے تعاون سے معیشت کو مستحکم بنایا جائے گا انہوں نے کہا کہ آئی ایم ایف کے ساتھ مذاکرات کامیابی سے جاری ہیں اور آئندہ بجٹ میں عوام کو ریلیف فراہم کیا جائے گا xyxy=(673,662,833,914)
section-header xyxy=(673,1749,833,1768)
date-urdu: 19مئی 2025ء xyxy=(1092,2,1166,17)
continuation-section-27 xyxy=(673,1749,833,2022)
continuation-section-30 xyxy=(506,641,666,914)
section-header xyxy=(1006,87,1166,105)
section-number: 30 xyxy=(506,642,540,659)
section-body: پاکستان اور بھارت کے درمیان حالیہ کشیدگی کے بعد حکومت نے قومی سلامتی کے حوالے سے اہم اقدامات کا اعلان کیا ہے جبکہ وزیر اعظم نے کہا کہ ملک کے دفاع پر کوئی سمجھوتہ نہیں کیا جائے گا اور عوام کے تعاون سے معیشت کو مستحکم بنایا جائے گا انہوں نے کہا کہ آئی ایم ایف کے ساتھ مذاکرات کامیابی سے جاری ہیں اور آئندہ بجٹ میں عوام کو ریلیف فراہم کیا جائے گا پاکستان اور بھارت کے درمیان حالیہ کشیدگی کے بعد حکومت نے قومی سلامتی کے حوالے سے اہم اقدامات کا اعلان کیا ہے جبکہ وزیر اعظم نے کہا کہ ملک کے دفاع پر کوئی سمجھوتہ نہیں کیا جائے گا اور عوام کے تعاون سے معیشت کو مستحکم بنایا جائے گا انہوں نے کہا کہ آئی ایم ایف کے ساتھ مذاکرات کامیابی سے جاری ہیں اور آئندہ بجٹ میں عوام کو ریلیف فراہم کیا جائے گا xyxy=(1006,1216,1166,1468)
section-caption: ڈاکٹر xyxy=(874,2050,958,2067)
section-caption: اعادہ xyxy=(874,1144,958,1161)
section-body: پاکستان اور بھارت کے درمیان حالیہ کشیدگی کے بعد حکومت نے قومی سلامتی کے حوالے سے اہم اقدامات کا اعلان کیا ہے جبکہ وزیر اعظم نے کہا کہ ملک کے دفاع پر کوئی سمجھوتہ نہیں کیا جائے گا اور عوام کے تعاون سے معیشت کو مستحکم بنایا جائے گا انہوں نے کہا کہ آئی ایم ایف کے ساتھ مذاکرات کامیابی سے جاری ہیں اور آئندہ بجٹ میں عوام کو ریلیف فراہم کیا جائے گا پاکستان اور بھارت کے درمیان حالیہ کشیدگی کے بعد حکومت نے قومی سلامتی کے حوالے سے اہم اقدامات کا اعلان کیا ہے جبکہ وزیر اعظم نے کہا کہ ملک کے دفاع پر کوئی سمجھوتہ نہیں کیا جائے گا اور عوام کے تعاون سے معیشت کو مستحکم بنایا جائے گا انہوں نے کہا کہ آئی ایم ایف کے ساتھ مذاکرات کامیابی سے جاری ہیں اور آئندہ بجٹ میں عوام کو ریلیف فراہم کیا جائے گا xyxy=(6,1770,166,2022)
section-body: پاکستان اور بھارت کے درمیان حالیہ کشیدگی کے بعد حکومت نے قومی سلامتی کے حوالے سے اہم اقدامات کا اعلان کیا ہے جبکہ وزیر اعظم نے کہا کہ ملک کے دفاع پر کوئی سمجھوتہ نہیں کیا جائے گا اور عوام کے تعاون سے معیشت کو مستحکم بنایا جائے گا انہوں نے کہا کہ آئی ایم ایف کے ساتھ مذاکرات کامیابی سے جاری ہیں اور آئندہ بجٹ میں عوام کو ریلیف فراہم کیا جائے گا xyxy=(840,561,999,686)
section-header xyxy=(339,1472,499,1490)
section-caption: اسلام آباد xyxy=(540,1750,624,1767)
section-number: 5 xyxy=(1007,1196,1040,1213)
section-tag: بقیہ xyxy=(124,2027,165,2044)
section-tag: بقیہ xyxy=(625,2027,666,2044)
section-caption: زمین کی قیمت xyxy=(373,1196,457,1213)
section-body: پاکستان اور بھارت کے درمیان حالیہ کشیدگی کے بعد حکومت نے قومی سلامتی کے حوالے سے اہم اقدامات کا اعلان کیا ہے جبکہ وزیر اعظم نے کہا کہ ملک کے دفاع پر کوئی سمجھوتہ نہیں کیا جائے گا اور عوام کے تعاون سے معیشت کو مستحکم بنایا جائے گا انہوں نے کہا کہ آئی ایم ایف کے ساتھ مذاکرات کامیابی سے جاری ہیں اور آئندہ بجٹ میں عوام کو ریلیف فراہم کیا جائے گا پاکستان اور بھارت کے درمیان حالیہ کشیدگی کے بعد حکومت نے قومی سلامتی کے حوالے سے اہم اقدامات کا اعلان کیا ہے جبکہ وزیر اعظم نے کہا کہ ملک کے دفاع پر کوئی سمجھوتہ نہیں کیا جائے گا اور عوام کے تعاون سے معیشت کو مستحکم بنایا جائے گا انہوں نے کہا کہ آئی ایم ایف کے ساتھ مذاکرات کامیابی سے جاری ہیں اور آئندہ بجٹ میں عوام کو ریلیف فراہم کیا جائے گا xyxy=(339,939,499,1191)
section-caption: صدر مملکت xyxy=(874,239,958,255)
section-tag: بقیہ xyxy=(291,1297,332,1314)
section-tag: بقیہ xyxy=(457,1750,498,1767)
page-title: بقیہ جات xyxy=(442,26,1157,81)
section-tag: بقیہ xyxy=(958,1597,999,1614)
section-number: 48 xyxy=(7,88,40,105)
section-number: 49 xyxy=(7,365,40,382)
section-tag: بقیہ xyxy=(958,1447,999,1463)
section-body: پاکستان اور بھارت کے درمیان حالیہ کشیدگی کے بعد حکومت نے قومی سلامتی کے حوالے سے اہم اقدامات کا اعلان کیا ہے جبکہ وزیر اعظم نے کہا کہ ملک کے دفاع پر کوئی سمجھوتہ نہیں کیا جائے گا اور عوام کے تعاون سے معیشت کو مستحکم بنایا جائے گا انہوں نے کہا کہ آئی ایم ایف کے ساتھ مذاکرات کامیابی سے جاری ہیں اور آئندہ بجٹ میں عوام کو ریلیف فراہم کیا جائے گا پاکستان اور بھارت کے درمیان حالیہ کشیدگی کے بعد حکومت نے قومی سلامتی کے حوالے سے اہم اقدامات کا اعلان کیا ہے جبکہ وزیر اعظم نے کہا کہ ملک کے دفاع پر کوئی سمجھوتہ نہیں کیا جائے گا اور عوام کے تعاون سے معیشت کو مستحکم بنایا جائے گا انہوں نے کہا کہ آئی ایم ایف کے ساتھ مذاکرات کامیابی سے جاری ہیں اور آئندہ بجٹ میں عوام کو ریلیف فراہم کیا جائے گا xyxy=(1006,662,1166,914)
section-caption: تقریب xyxy=(373,919,457,936)
continuation-section-37 xyxy=(339,365,499,637)
section-number: 16 xyxy=(840,1447,874,1463)
section-header xyxy=(339,87,499,105)
section-number: 2 xyxy=(1007,365,1040,382)
section-header xyxy=(173,894,332,912)
section-caption: فوج کی ذمہ داری xyxy=(40,2027,124,2044)
section-tag: بقیہ xyxy=(791,88,832,105)
section-body: پاکستان اور بھارت کے درمیان حالیہ کشیدگی کے بعد حکومت نے قومی سلامتی کے حوالے سے اہم اقدامات کا اعلان کیا ہے جبکہ وزیر اعظم نے کہا کہ ملک کے دفاع پر کوئی سمجھوتہ نہیں کیا جائے گا اور عوام کے تعاون سے معیشت کو مستحکم بنایا جائے گا انہوں نے کہا کہ آئی ایم ایف کے ساتھ مذاکرات کامیابی سے جاری ہیں اور آئندہ بجٹ میں عوام کو ریلیف فراہم کیا جائے گا پاکستان اور بھارت کے درمیان حالیہ کشیدگی کے بعد حکومت نے قومی سلامتی کے حوالے سے اہم اقدامات کا اعلان کیا ہے جبکہ وزیر اعظم نے کہا کہ ملک کے دفاع پر کوئی سمجھوتہ نہیں کیا جائے گا اور عوام کے تعاون سے معیشت کو مستحکم بنایا جائے گا انہوں نے کہا کہ آئی ایم ایف کے ساتھ مذاکرات کامیابی سے جاری ہیں اور آئندہ بجٹ میں عوام کو ریلیف فراہم کیا جائے گا xyxy=(339,1493,499,1745)
section-body: پاکستان اور بھارت کے درمیان حالیہ کشیدگی کے بعد حکومت نے قومی سلامتی کے حوالے سے اہم اقدامات کا اعلان کیا ہے جبکہ وزیر اعظم نے کہا کہ ملک کے دفاع پر کوئی سمجھوتہ نہیں کیا جائے گا اور عوام کے تعاون سے معیشت کو مستحکم بنایا جائے گا انہوں نے کہا کہ آئی ایم ایف کے ساتھ مذاکرات کامیابی سے جاری ہیں اور آئندہ بجٹ میں عوام کو ریلیف فراہم کیا جائے گا پاکستان اور بھارت کے درمیان حالیہ کشیدگی کے بعد حکومت نے قومی سلامتی کے حوالے سے اہم اقدامات کا اعلان کیا ہے جبکہ وزیر اعظم نے کہا کہ ملک کے دفاع پر کوئی سمجھوتہ نہیں کیا جائے گا اور عوام کے تعاون سے معیشت کو مستحکم بنایا جائے گا انہوں نے کہا کہ آئی ایم ایف کے ساتھ مذاکرات کامیابی سے جاری ہیں اور آئندہ بجٹ میں عوام کو ریلیف فراہم کیا جائے گا پاکستان اور بھارت کے درمیان حالیہ کشیدگی کے بعد حکومت نے قومی سلامتی کے حوالے سے اہم اقدامات کا اعلان کیا ہے جبکہ وزیر اعظم نے کہا کہ ملک کے دفاع پر کوئی سمجھوتہ نہیں کیا جائے گا اور عوام کے تعاون سے معیشت کو مستحکم بنایا جائے گا انہوں نے کہا کہ آئی ایم ایف کے ساتھ مذاکرات کامیابی سے جاری ہیں اور آئندہ بجٹ میں عوام کو ریلیف فراہم کیا جائے گا xyxy=(173,511,332,889)
top-dateline xyxy=(0,0,1172,20)
section-number: 42 xyxy=(340,1750,373,1767)
section-number: 40 xyxy=(340,1196,373,1213)
section-number: 38 xyxy=(340,642,373,659)
continuation-section-52 xyxy=(6,1196,166,1468)
section-tag: بقیہ xyxy=(124,1196,165,1213)
section-number: 12 xyxy=(840,843,874,860)
continuation-section-32 xyxy=(506,1196,666,1468)
section-caption: جنرل حسن xyxy=(40,919,124,936)
column-4 xyxy=(502,84,669,1926)
section-header xyxy=(173,1297,332,1315)
section-header xyxy=(506,1472,666,1490)
section-header xyxy=(840,87,999,105)
section-number: 53 xyxy=(7,1473,40,1490)
section-body: پاکستان اور بھارت کے درمیان حالیہ کشیدگی کے بعد حکومت نے قومی سلامتی کے حوالے سے اہم اقدامات کا اعلان کیا ہے جبکہ وزیر اعظم نے کہا کہ ملک کے دفاع پر کوئی سمجھوتہ نہیں کیا جائے گا اور عوام کے تعاون سے معیشت کو مستحکم بنایا جائے گا انہوں نے کہا کہ آئی ایم ایف کے ساتھ مذاکرات کامیابی سے جاری ہیں اور آئندہ بجٹ میں عوام کو ریلیف فراہم کیا جائے گا پاکستان اور بھارت کے درمیان حالیہ کشیدگی کے بعد حکومت نے قومی سلامتی کے حوالے سے اہم اقدامات کا اعلان کیا ہے جبکہ وزیر اعظم نے کہا کہ ملک کے دفاع پر کوئی سمجھوتہ نہیں کیا جائے گا اور عوام کے تعاون سے معیشت کو مستحکم بنایا جائے گا انہوں نے کہا کہ آئی ایم ایف کے ساتھ مذاکرات کامیابی سے جاری ہیں اور آئندہ بجٹ میں عوام کو ریلیف فراہم کیا جائے گا xyxy=(6,2324,166,2576)
section-tag: بقیہ xyxy=(791,1196,832,1213)
continuation-section-48 xyxy=(6,87,166,360)
continuation-section-28 xyxy=(506,87,666,360)
section-body: پاکستان اور بھارت کے درمیان حالیہ کشیدگی کے بعد حکومت نے قومی سلامتی کے حوالے سے اہم اقدامات کا اعلان کیا ہے جبکہ وزیر اعظم نے کہا کہ ملک کے دفاع پر کوئی سمجھوتہ نہیں کیا جائے گا اور عوام کے تعاون سے معیشت کو مستحکم بنایا جائے گا انہوں نے کہا کہ آئی ایم ایف کے ساتھ مذاکرات کامیابی سے جاری ہیں اور آئندہ بجٹ میں عوام کو ریلیف فراہم کیا جائے گا پاکستان اور بھارت کے درمیان حالیہ کشیدگی کے بعد حکومت نے قومی سلامتی کے حوالے سے اہم اقدامات کا اعلان کیا ہے جبکہ وزیر اعظم نے کہا کہ ملک کے دفاع پر کوئی سمجھوتہ نہیں کیا جائے گا اور عوام کے تعاون سے معیشت کو مستحکم بنایا جائے گا انہوں نے کہا کہ آئی ایم ایف کے ساتھ مذاکرات کامیابی سے جاری ہیں اور آئندہ بجٹ میں عوام کو ریلیف فراہم کیا جائے گا xyxy=(673,939,833,1191)
section-caption: پیشگوئی xyxy=(540,88,624,105)
section-caption: ترجمان کی فوج xyxy=(1040,88,1125,105)
section-tag: بقیہ xyxy=(457,365,498,382)
section-caption: جائزہ xyxy=(373,365,457,382)
page-number: (3) xyxy=(578,2,594,17)
section-number: 45 xyxy=(173,894,207,911)
section-caption: گرفتار xyxy=(40,2305,124,2321)
continuation-section-38 xyxy=(339,641,499,914)
section-tag: بقیہ xyxy=(1125,642,1165,659)
section-header xyxy=(840,1597,999,1615)
continuation-section-53 xyxy=(6,1472,166,1745)
section-tag: بقیہ xyxy=(625,1750,666,1767)
section-caption: مسعود پزشکیان xyxy=(874,1447,958,1463)
continuation-section-15 xyxy=(840,1295,999,1441)
column-6 xyxy=(169,84,335,1926)
section-body: پاکستان اور بھارت کے درمیان حالیہ کشیدگی کے بعد حکومت نے قومی سلامتی کے حوالے سے اہم اقدامات کا اعلان کیا ہے جبکہ وزیر اعظم نے کہا کہ ملک کے دفاع پر کوئی سمجھوتہ نہیں کیا جائے گا اور عوام کے تعاون سے معیشت کو مستحکم بنایا جائے گا انہوں نے کہا کہ آئی ایم ایف کے ساتھ مذاکرات کامیابی سے جاری ہیں اور آئندہ بجٹ میں عوام کو ریلیف فراہم کیا جائے گا xyxy=(840,1164,999,1290)
section-body: پاکستان اور بھارت کے درمیان حالیہ کشیدگی کے بعد حکومت نے قومی سلامتی کے حوالے سے اہم اقدامات کا اعلان کیا ہے جبکہ وزیر اعظم نے کہا کہ ملک کے دفاع پر کوئی سمجھوتہ نہیں کیا جائے گا اور عوام کے تعاون سے معیشت کو مستحکم بنایا جائے گا انہوں نے کہا کہ آئی ایم ایف کے ساتھ مذاکرات کامیابی سے جاری ہیں اور آئندہ بجٹ میں عوام کو ریلیف فراہم کیا جائے گا xyxy=(840,1768,999,1894)
continuation-section-24 xyxy=(673,918,833,1191)
section-tag: بقیہ xyxy=(124,2305,165,2321)
section-tag: بقیہ xyxy=(291,1701,332,1717)
section-caption: نواز شریف xyxy=(540,1196,624,1213)
section-caption: جواب xyxy=(874,1749,958,1765)
section-caption: تکمیل xyxy=(540,2027,624,2044)
continuation-section-6 xyxy=(1006,1472,1166,1745)
section-header xyxy=(506,2027,666,2045)
section-caption: وزیر خزانہ xyxy=(707,88,791,105)
section-number: 10 xyxy=(840,541,874,558)
section-caption: جنرل ساحر شمشاد xyxy=(1040,1473,1125,1490)
section-header xyxy=(339,918,499,937)
section-header xyxy=(1006,1196,1166,1214)
section-tag: بقیہ xyxy=(124,642,165,659)
continuation-section-22 xyxy=(673,365,833,637)
section-body: پاکستان اور بھارت کے درمیان حالیہ کشیدگی کے بعد حکومت نے قومی سلامتی کے حوالے سے اہم اقدامات کا اعلان کیا ہے جبکہ وزیر اعظم نے کہا کہ ملک کے دفاع پر کوئی سمجھوتہ نہیں کیا جائے گا اور عوام کے تعاون سے معیشت کو مستحکم بنایا جائے گا انہوں نے کہا کہ آئی ایم ایف کے ساتھ مذاکرات کامیابی سے جاری ہیں اور آئندہ بجٹ میں عوام کو ریلیف فراہم کیا جائے گا xyxy=(840,410,999,536)
section-caption: درست xyxy=(40,88,124,105)
section-tag: بقیہ xyxy=(791,1473,832,1490)
section-body: پاکستان اور بھارت کے درمیان حالیہ کشیدگی کے بعد حکومت نے قومی سلامتی کے حوالے سے اہم اقدامات کا اعلان کیا ہے جبکہ وزیر اعظم نے کہا کہ ملک کے دفاع پر کوئی سمجھوتہ نہیں کیا جائے گا اور عوام کے تعاون سے معیشت کو مستحکم بنایا جائے گا انہوں نے کہا کہ آئی ایم ایف کے ساتھ مذاکرات کامیابی سے جاری ہیں اور آئندہ بجٹ میں عوام کو ریلیف فراہم کیا جائے گا پاکستان اور بھارت کے درمیان حالیہ کشیدگی کے بعد حکومت نے قومی سلامتی کے حوالے سے اہم اقدامات کا اعلان کیا ہے جبکہ وزیر اعظم نے کہا کہ ملک کے دفاع پر کوئی سمجھوتہ نہیں کیا جائے گا اور عوام کے تعاون سے معیشت کو مستحکم بنایا جائے گا انہوں نے کہا کہ آئی ایم ایف کے ساتھ مذاکرات کامیابی سے جاری ہیں اور آئندہ بجٹ میں عوام کو ریلیف فراہم کیا جائے گا xyxy=(339,1770,499,2022)
section-number: 51 xyxy=(7,919,40,936)
section-number: 46 xyxy=(173,1297,207,1314)
section-tag: بقیہ xyxy=(625,1473,666,1490)
section-number: 55 xyxy=(7,2027,40,2044)
section-header xyxy=(1006,918,1166,937)
section-header xyxy=(840,1446,999,1464)
section-number: 3 xyxy=(1007,642,1040,659)
section-tag: بقیہ xyxy=(1125,919,1165,936)
section-header xyxy=(339,1749,499,1768)
section-tag: بقیہ xyxy=(1125,1196,1165,1213)
section-caption: شرح سود xyxy=(874,843,958,860)
section-caption: سابقہ ملازمین xyxy=(40,365,124,382)
section-body: پاکستان اور بھارت کے درمیان حالیہ کشیدگی کے بعد حکومت نے قومی سلامتی کے حوالے سے اہم اقدامات کا اعلان کیا ہے جبکہ وزیر اعظم نے کہا کہ ملک کے دفاع پر کوئی سمجھوتہ نہیں کیا جائے گا اور عوام کے تعاون سے معیشت کو مستحکم بنایا جائے گا انہوں نے کہا کہ آئی ایم ایف کے ساتھ مذاکرات کامیابی سے جاری ہیں اور آئندہ بجٹ میں عوام کو ریلیف فراہم کیا جائے گا پاکستان اور بھارت کے درمیان حالیہ کشیدگی کے بعد حکومت نے قومی سلامتی کے حوالے سے اہم اقدامات کا اعلان کیا ہے جبکہ وزیر اعظم نے کہا کہ ملک کے دفاع پر کوئی سمجھوتہ نہیں کیا جائے گا اور عوام کے تعاون سے معیشت کو مستحکم بنایا جائے گا انہوں نے کہا کہ آئی ایم ایف کے ساتھ مذاکرات کامیابی سے جاری ہیں اور آئندہ بجٹ میں عوام کو ریلیف فراہم کیا جائے گا xyxy=(339,385,499,637)
column-5 xyxy=(335,84,502,1926)
masthead xyxy=(5,20,1167,81)
section-body: پاکستان اور بھارت کے درمیان حالیہ کشیدگی کے بعد حکومت نے قومی سلامتی کے حوالے سے اہم اقدامات کا اعلان کیا ہے جبکہ وزیر اعظم نے کہا کہ ملک کے دفاع پر کوئی سمجھوتہ نہیں کیا جائے گا اور عوام کے تعاون سے معیشت کو مستحکم بنایا جائے گا انہوں نے کہا کہ آئی ایم ایف کے ساتھ مذاکرات کامیابی سے جاری ہیں اور آئندہ بجٹ میں عوام کو ریلیف فراہم کیا جائے گا پاکستان اور بھارت کے درمیان حالیہ کشیدگی کے بعد حکومت نے قومی سلامتی کے حوالے سے اہم اقدامات کا اعلان کیا ہے جبکہ وزیر اعظم نے کہا کہ ملک کے دفاع پر کوئی سمجھوتہ نہیں کیا جائے گا اور عوام کے تعاون سے معیشت کو مستحکم بنایا جائے گا انہوں نے کہا کہ آئی ایم ایف کے ساتھ مذاکرات کامیابی سے جاری ہیں اور آئندہ بجٹ میں عوام کو ریلیف فراہم کیا جائے گا پاکستان اور بھارت کے درمیان حالیہ کشیدگی کے بعد حکومت نے قومی سلامتی کے حوالے سے اہم اقدامات کا اعلان کیا ہے جبکہ وزیر اعظم نے کہا کہ ملک کے دفاع پر کوئی سمجھوتہ نہیں کیا جائے گا اور عوام کے تعاون سے معیشت کو مستحکم بنایا جائے گا انہوں نے کہا کہ آئی ایم ایف کے ساتھ مذاکرات کامیابی سے جاری ہیں اور آئندہ بجٹ میں عوام کو ریلیف فراہم کیا جائے گا xyxy=(173,914,332,1292)
continuation-section-9 xyxy=(840,390,999,536)
section-caption: تقریب xyxy=(373,1750,457,1767)
section-caption: محسن نقوی xyxy=(874,692,958,708)
section-tag: بقیہ xyxy=(291,894,332,911)
section-body: پاکستان اور بھارت کے درمیان حالیہ کشیدگی کے بعد حکومت نے قومی سلامتی کے حوالے سے اہم اقدامات کا اعلان کیا ہے جبکہ وزیر اعظم نے کہا کہ ملک کے دفاع پر کوئی سمجھوتہ نہیں کیا جائے گا اور عوام کے تعاون سے معیشت کو مستحکم بنایا جائے گا انہوں نے کہا کہ آئی ایم ایف کے ساتھ مذاکرات کامیابی سے جاری ہیں اور آئندہ بجٹ میں عوام کو ریلیف فراہم کیا جائے گا پاکستان اور بھارت کے درمیان حالیہ کشیدگی کے بعد حکومت نے قومی سلامتی کے حوالے سے اہم اقدامات کا اعلان کیا ہے جبکہ وزیر اعظم نے کہا کہ ملک کے دفاع پر کوئی سمجھوتہ نہیں کیا جائے گا اور عوام کے تعاون سے معیشت کو مستحکم بنایا جائے گا انہوں نے کہا کہ آئی ایم ایف کے ساتھ مذاکرات کامیابی سے جاری ہیں اور آئندہ بجٹ میں عوام کو ریلیف فراہم کیا جائے گا xyxy=(506,1493,666,1745)
section-body: پاکستان اور بھارت کے درمیان حالیہ کشیدگی کے بعد حکومت نے قومی سلامتی کے حوالے سے اہم اقدامات کا اعلان کیا ہے جبکہ وزیر اعظم نے کہا کہ ملک کے دفاع پر کوئی سمجھوتہ نہیں کیا جائے گا اور عوام کے تعاون سے معیشت کو مستحکم بنایا جائے گا انہوں نے کہا کہ آئی ایم ایف کے ساتھ مذاکرات کامیابی سے جاری ہیں اور آئندہ بجٹ میں عوام کو ریلیف فراہم کیا جائے گا پاکستان اور بھارت کے درمیان حالیہ کشیدگی کے بعد حکومت نے قومی سلامتی کے حوالے سے اہم اقدامات کا اعلان کیا ہے جبکہ وزیر اعظم نے کہا کہ ملک کے دفاع پر کوئی سمجھوتہ نہیں کیا جائے گا اور عوام کے تعاون سے معیشت کو مستحکم بنایا جائے گا انہوں نے کہا کہ آئی ایم ایف کے ساتھ مذاکرات کامیابی سے جاری ہیں اور آئندہ بجٹ میں عوام کو ریلیف فراہم کیا جائے گا xyxy=(339,662,499,914)
section-header xyxy=(840,390,999,408)
continuation-section-16 xyxy=(840,1446,999,1592)
section-tag: بقیہ xyxy=(791,919,832,936)
section-header xyxy=(673,365,833,383)
section-number: 52 xyxy=(7,1196,40,1213)
continuation-section-29 xyxy=(506,365,666,637)
